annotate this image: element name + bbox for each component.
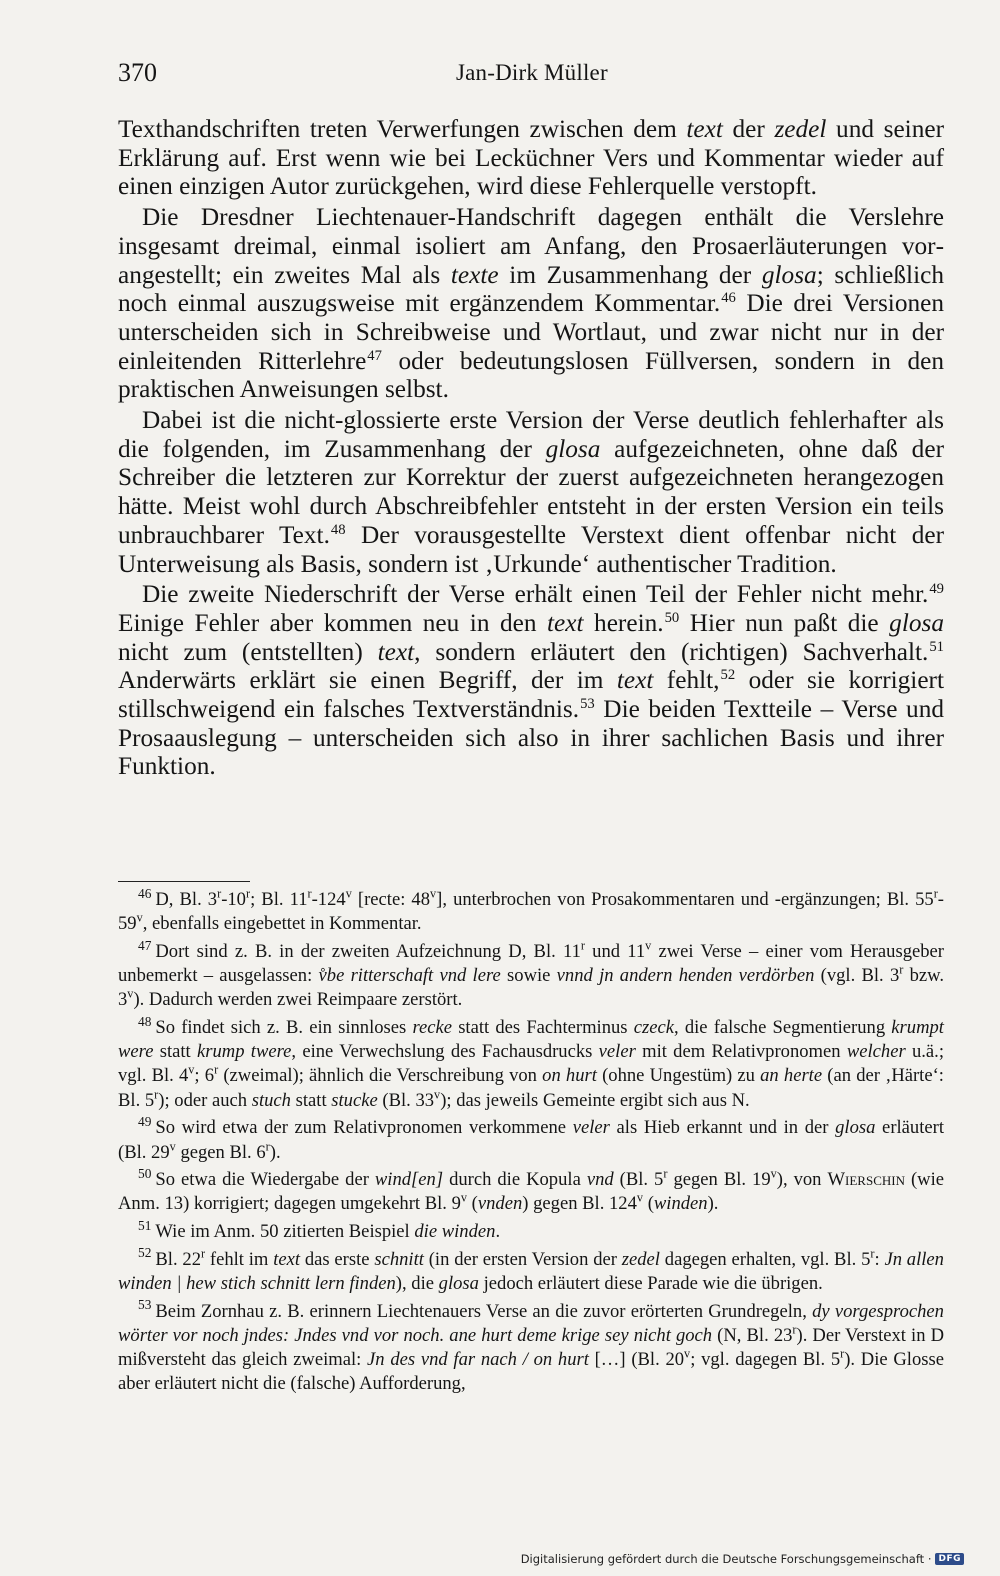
digitization-footer xyxy=(521,1550,964,1568)
footnote-ref-50[interactable]: 50 xyxy=(664,609,680,626)
paragraph-3: Dabei ist die nicht-glossierte erste Version der Verse deutlich fehlerhafter als die folgenden, im Zusammenhang der glosa aufgezeichneten, ohne daß der Schreiber die letzteren zur Korrektur der zuerst aufgezeichneten herangezogen hätte. Meist wohl durch Abschreibfehler entsteht in der ersten Version ein teils unbrauchbarer Text.$^{48}$ Der vorausgestellte Verstext dient offenbar nicht der Unterweisung als Basis, sondern ist ‚Urkunde‘ authentischer Tradition. xyxy=(118,406,944,578)
footnote-52: $^{52}$ Bl. 22$^r$ fehlt im text das erste schnitt (in der ersten Version der zedel dagegen erhalten, vgl. Bl. 5$^r$: Jn allen winden | hew stich schnitt lern finden), die glosa jedoch erläutert diese Parade wie die übrigen. xyxy=(118,1245,944,1295)
footnote-ref-52[interactable]: 52 xyxy=(720,667,736,684)
footnote-ref-46[interactable]: 46 xyxy=(721,290,736,307)
footnote-ref-48[interactable]: 48 xyxy=(330,521,346,538)
footnote-48: $^{48}$ So findet sich z. B. ein sinnloses recke statt des Fachterminus czeck, die falsche Segmentierung krumpt were statt krump twere, eine Verwechslung des Fachausdrucks veler mit dem Relativpronomen welcher u.ä.; vgl. Bl. 4$^v$; 6$^r$ (zweimal); ähnlich die Verschreibung von on hurt (ohne Ungestüm) zu an herte (an der ‚Härte‘: Bl. 5$^r$); oder auch stuch statt stucke (Bl. 33$^v$); das jeweils Gemeinte ergibt sich aus N. xyxy=(118,1013,944,1111)
page-number: 370 xyxy=(118,58,157,87)
page-header xyxy=(118,58,948,92)
main-text xyxy=(118,115,944,781)
footnote-46: $^{46}$ D, Bl. 3$^r$-10$^r$; Bl. 11$^r$-124$^v$ [recte: 48$^v$], unterbrochen von Prosakommentaren und -ergänzungen; Bl. 55$^r$-59$^v$, ebenfalls eingebettet in Kommentar. xyxy=(118,885,944,935)
footnote-separator-rule xyxy=(118,881,250,882)
footnote-49: $^{49}$ So wird etwa der zum Relativpronomen verkommene veler als Hieb erkannt und in der glosa erläutert (Bl. 29$^v$ gegen Bl. 6$^r$). xyxy=(118,1113,944,1163)
footnote-ref-53[interactable]: 53 xyxy=(580,695,595,712)
paragraph-1: Texthandschriften treten Verwerfungen zwischen dem text der zedel und seiner Erklärung auf. Erst wenn wie bei Lecküchner Vers und Kommentar wieder auf einen einzigen Autor zurückgehen, wird diese Fehlerquelle verstopft. xyxy=(118,115,945,201)
running-head-author: Jan-Dirk Müller xyxy=(456,60,608,85)
footnote-ref-51[interactable]: 51 xyxy=(929,638,944,655)
paragraph-4: Die zweite Niederschrift der Verse erhält einen Teil der Fehler nicht mehr.$^{49}$ Einige Fehler aber kommen neu in den text herein.$^{50}$ Hier nun paßt die glosa nicht zum (entstellten) text, sondern erläutert den (richtigen) Sachverhalt.$^{51}$ Anderwärts erklärt sie einen Begriff, der im text fehlt,$^{52}$ oder sie korrigiert stillschweigend ein falsches Textverständnis.$^{53}$ Die beiden Textteile – Verse und Prosaauslegung – unterscheiden sich also in ihrer sachlichen Basis und ihrer Funktion. xyxy=(118,580,945,781)
footnotes xyxy=(118,885,945,1397)
footnote-51: $^{51}$ Wie im Anm. 50 zitierten Beispiel die winden. xyxy=(138,1217,501,1243)
footnote-53: $^{53}$ Beim Zornhau z. B. erinnern Liechtenauers Verse an die zuvor erörterten Grundregeln, dy vorgesprochen wörter vor noch jndes: Jndes vnd vor noch. ane hurt deme krige sey nicht goch (N, Bl. 23$^r$). Der Verstext in D mißversteht das gleich zweimal: Jn des vnd far nach / on hurt […] (Bl. 20$^v$; vgl. dagegen Bl. 5$^r$). Die Glosse aber erläutert nicht die (falsche) Aufforderung, xyxy=(118,1297,945,1395)
footnote-ref-49[interactable]: 49 xyxy=(929,581,944,598)
paragraph-2: Die Dresdner Liechtenauer-Handschrift dagegen enthält die Verslehre insgesamt dreimal, einmal isoliert am Anfang, den Prosaerläuterungen vorangestellt; ein zweites Mal als texte im Zusammenhang der glosa; schließlich noch einmal auszugsweise mit ergänzendem Kommentar.$^{46}$ Die drei Versionen unterscheiden sich in Schreibweise und Wortlaut, und zwar nicht nur in der einleitenden Ritterlehre$^{47}$ oder bedeutungslosen Füllversen, sondern in den praktischen Anweisungen selbst. xyxy=(118,203,944,404)
dfg-logo-icon: DFG xyxy=(935,1553,964,1565)
footnote-50: $^{50}$ So etwa die Wiedergabe der wind[en] durch die Kopula vnd (Bl. 5$^r$ gegen Bl. 19$^v$), von Wierschin (wie Anm. 13) korrigiert; dagegen umgekehrt Bl. 9$^v$ (vnden) gegen Bl. 124$^v$ (winden). xyxy=(118,1165,944,1215)
funding-credit: Digitalisierung gefördert durch die Deutsche Forschungsgemeinschaft · xyxy=(520,1552,932,1566)
footnote-ref-47[interactable]: 47 xyxy=(367,347,382,364)
footnote-47: $^{47}$ Dort sind z. B. in der zweiten Aufzeichnung D, Bl. 11$^r$ und 11$^v$ zwei Verse – einer vom Herausgeber unbemerkt – ausgelassen: v̊be ritterschaft vnd lere sowie vnnd jn andern henden verdörben (vgl. Bl. 3$^r$ bzw. 3$^v$). Dadurch werden zwei Reimpaare zerstört. xyxy=(118,937,945,1011)
